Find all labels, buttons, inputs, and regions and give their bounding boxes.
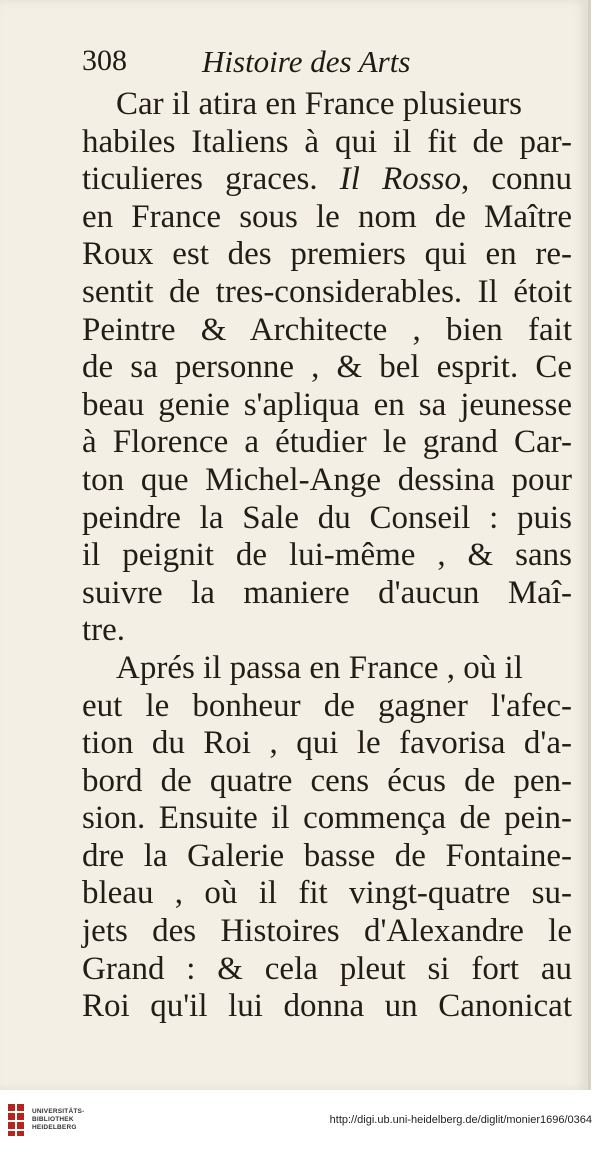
body-text [82,86,572,1026]
text-line: sentit de tres-considerables. Il étoit [82,273,572,310]
text-line: bord de quatre cens écus de pen- [82,762,572,799]
text-line: de sa personne , & bel esprit. Ce [82,349,572,386]
text-line: habiles Italiens à qui il fit de par- [82,123,572,160]
viewer-footer [0,1090,600,1152]
text-line: tion du Roi , qui le favorisa d'a- [82,725,572,762]
text-line: bleau , où il fit vingt-quatre su- [82,875,572,912]
text-line: tre. [82,612,126,649]
university-logo-icon [6,1102,26,1138]
text-line: Roux est des premiers qui en re- [82,236,572,273]
text-line: beau genie s'apliqua en sa jeunesse [82,386,572,423]
text-line: Grand : & cela pleut si fort au [82,950,572,987]
text-line: ton que Michel-Ange dessina pour [82,461,572,498]
text-line: en France sous le nom de Maître [82,198,572,235]
text-line [82,161,572,199]
text-line: Aprés il passa en France , où il [116,649,523,686]
page-header [82,44,562,90]
text-line: suivre la maniere d'aucun Maî- [82,574,572,611]
text-line: eut le bonheur de gagner l'afec- [82,687,572,724]
text-line: à Florence a étudier le grand Car- [82,424,572,461]
source-url-link[interactable]: http://digi.ub.uni-heidelberg.de/diglit/monier1696/0364 [329,1114,592,1126]
text-line: Roi qu'il lui donna un Canonicat [82,988,572,1025]
text-line: Peintre & Architecte , bien fait [82,311,572,348]
library-name-line: HEIDELBERG [32,1124,77,1131]
text-segment: , connu [460,161,572,198]
library-name-line: UNIVERSITÄTS- [32,1108,85,1115]
library-name-line: BIBLIOTHEK [32,1116,74,1123]
page-number: 308 [82,44,127,77]
running-title: Histoire des Arts [202,44,411,79]
text-line: peindre la Sale du Conseil : puis [82,499,572,536]
text-line: Car il atira en France plusieurs [116,86,522,122]
library-name [32,1108,84,1132]
text-line: sion. Ensuite il commença de pein- [82,800,572,837]
text-line: jets des Histoires d'Alexandre le [82,913,572,950]
italic-name: Il Rosso [339,161,461,198]
text-segment: ticulieres graces. [82,161,318,198]
text-line: il peignit de lui-même , & sans [82,537,572,574]
text-line: dre la Galerie basse de Fontaine- [82,837,572,874]
